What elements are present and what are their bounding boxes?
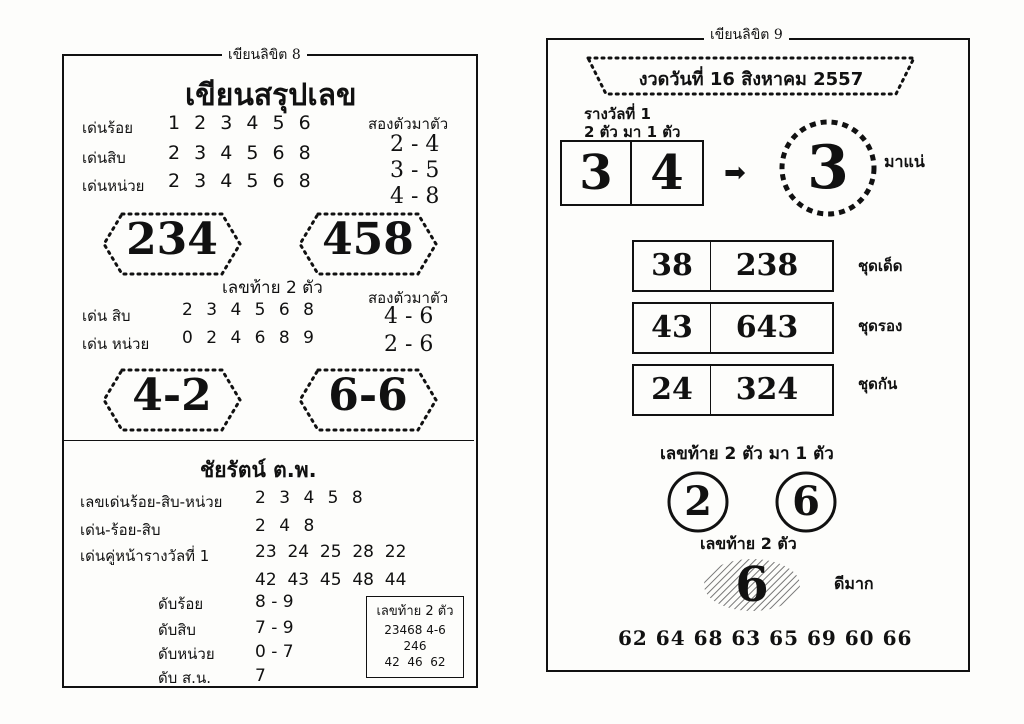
bottom-value-2: 23 24 25 28 22 xyxy=(255,542,407,562)
bottom-value-1: 2 4 8 xyxy=(255,516,319,536)
left-title: เขียนสรุปเลข xyxy=(185,78,357,113)
bottom-value-3: 42 43 45 48 44 xyxy=(255,570,407,590)
last2-sub: เลขท้าย 2 ตัว xyxy=(700,534,797,553)
pair-1-0: 2 - 4 xyxy=(390,132,440,157)
small-box-line1: 23468 4-6 xyxy=(384,623,446,637)
hex-value-2: 458 xyxy=(322,214,414,265)
date-banner: งวดวันที่ 16 สิงหาคม 2557 xyxy=(638,69,864,90)
digit-a: 3 xyxy=(562,142,632,204)
pair-2-0: 4 - 6 xyxy=(384,304,434,329)
set-0-b: 238 xyxy=(735,248,799,283)
pair-2-1: 2 - 6 xyxy=(384,332,434,357)
set-label-2: ชุดกัน xyxy=(858,375,898,393)
set-label-1: ชุดรอง xyxy=(858,317,903,335)
dab-value-1: 7 - 9 xyxy=(255,618,294,638)
dab-label-2: ดับหน่วย xyxy=(158,645,215,663)
left-page-divider xyxy=(62,440,474,441)
hex-value-4: 6-6 xyxy=(328,370,408,421)
right-page-label: เขียนลิขิต 9 xyxy=(704,24,789,46)
set-1-b: 643 xyxy=(735,310,799,345)
section-title: ชัยรัตน์ ต.พ. xyxy=(200,458,317,482)
dab-value-0: 8 - 9 xyxy=(255,592,294,612)
row-label-mid-tens: เด่น สิบ xyxy=(82,307,131,325)
last2-label-left: เลขท้าย 2 ตัว xyxy=(222,278,323,298)
result-digit: 3 xyxy=(807,133,849,203)
set-box-2 xyxy=(632,364,834,416)
dab-label-0: ดับร้อย xyxy=(158,595,204,613)
highlight-label: ดีมาก xyxy=(834,574,874,593)
pair-title-1: สองตัวมาตัว xyxy=(368,115,449,133)
last2-title-right: เลขท้าย 2 ตัว มา 1 ตัว xyxy=(660,444,834,464)
hex-value-1: 234 xyxy=(126,214,218,265)
circle-digit-2: 6 xyxy=(792,478,820,525)
row-value-hundreds: 1 2 3 4 5 6 xyxy=(168,112,315,134)
left-page-label: เขียนลิขิต 8 xyxy=(222,44,307,66)
pair-title-2: สองตัวมาตัว xyxy=(368,289,449,307)
digit-b: 4 xyxy=(650,145,684,201)
dab-label-1: ดับสิบ xyxy=(158,621,196,639)
row-label-units: เด่นหน่วย xyxy=(82,177,145,195)
prize-label-1: รางวัลที่ 1 xyxy=(584,105,651,123)
dab-label-3: ดับ ส.น. xyxy=(158,669,211,687)
dab-value-2: 0 - 7 xyxy=(255,642,294,662)
result-label: มาแน่ xyxy=(884,152,925,171)
circle-digit-1: 2 xyxy=(684,478,712,525)
row-value-mid-units: 0 2 4 6 8 9 xyxy=(182,328,318,348)
small-box-title: เลขท้าย 2 ตัว xyxy=(376,604,454,619)
row-label-tens: เด่นสิบ xyxy=(82,149,126,167)
set-box-1 xyxy=(632,302,834,354)
dab-value-3: 7 xyxy=(255,666,266,686)
row-value-units: 2 3 4 5 6 8 xyxy=(168,170,315,192)
bottom-label-0: เลขเด่นร้อย-สิบ-หน่วย xyxy=(80,493,223,511)
row-label-mid-units: เด่น หน่วย xyxy=(82,335,150,353)
pair-1-2: 4 - 8 xyxy=(390,184,440,209)
digit-box xyxy=(560,140,704,206)
set-1-a: 43 xyxy=(634,304,711,352)
set-2-b: 324 xyxy=(735,372,799,407)
set-label-0: ชุดเด็ด xyxy=(858,257,903,275)
small-box-line3: 42 46 62 xyxy=(384,655,446,669)
small-box xyxy=(366,596,464,678)
row-label-hundreds: เด่นร้อย xyxy=(82,119,133,137)
prize-label-2: 2 ตัว มา 1 ตัว xyxy=(584,123,681,141)
row-value-mid-tens: 2 3 4 5 6 8 xyxy=(182,300,318,320)
row-value-tens: 2 3 4 5 6 8 xyxy=(168,142,315,164)
highlight-digit: 6 xyxy=(735,557,769,613)
arrow-icon: ➡ xyxy=(724,158,746,188)
set-box-0 xyxy=(632,240,834,292)
set-2-a: 24 xyxy=(634,366,711,414)
bottom-label-1: เด่น-ร้อย-สิบ xyxy=(80,521,161,539)
bottom-value-0: 2 3 4 5 8 xyxy=(255,488,367,508)
number-list: 62 64 68 63 65 69 60 66 xyxy=(618,626,913,650)
set-0-a: 38 xyxy=(634,242,711,290)
bottom-label-2: เด่นคู่หน้ารางวัลที่ 1 xyxy=(80,547,210,565)
pair-1-1: 3 - 5 xyxy=(390,158,440,183)
hex-value-3: 4-2 xyxy=(132,370,212,421)
small-box-line2: 246 xyxy=(403,639,427,653)
